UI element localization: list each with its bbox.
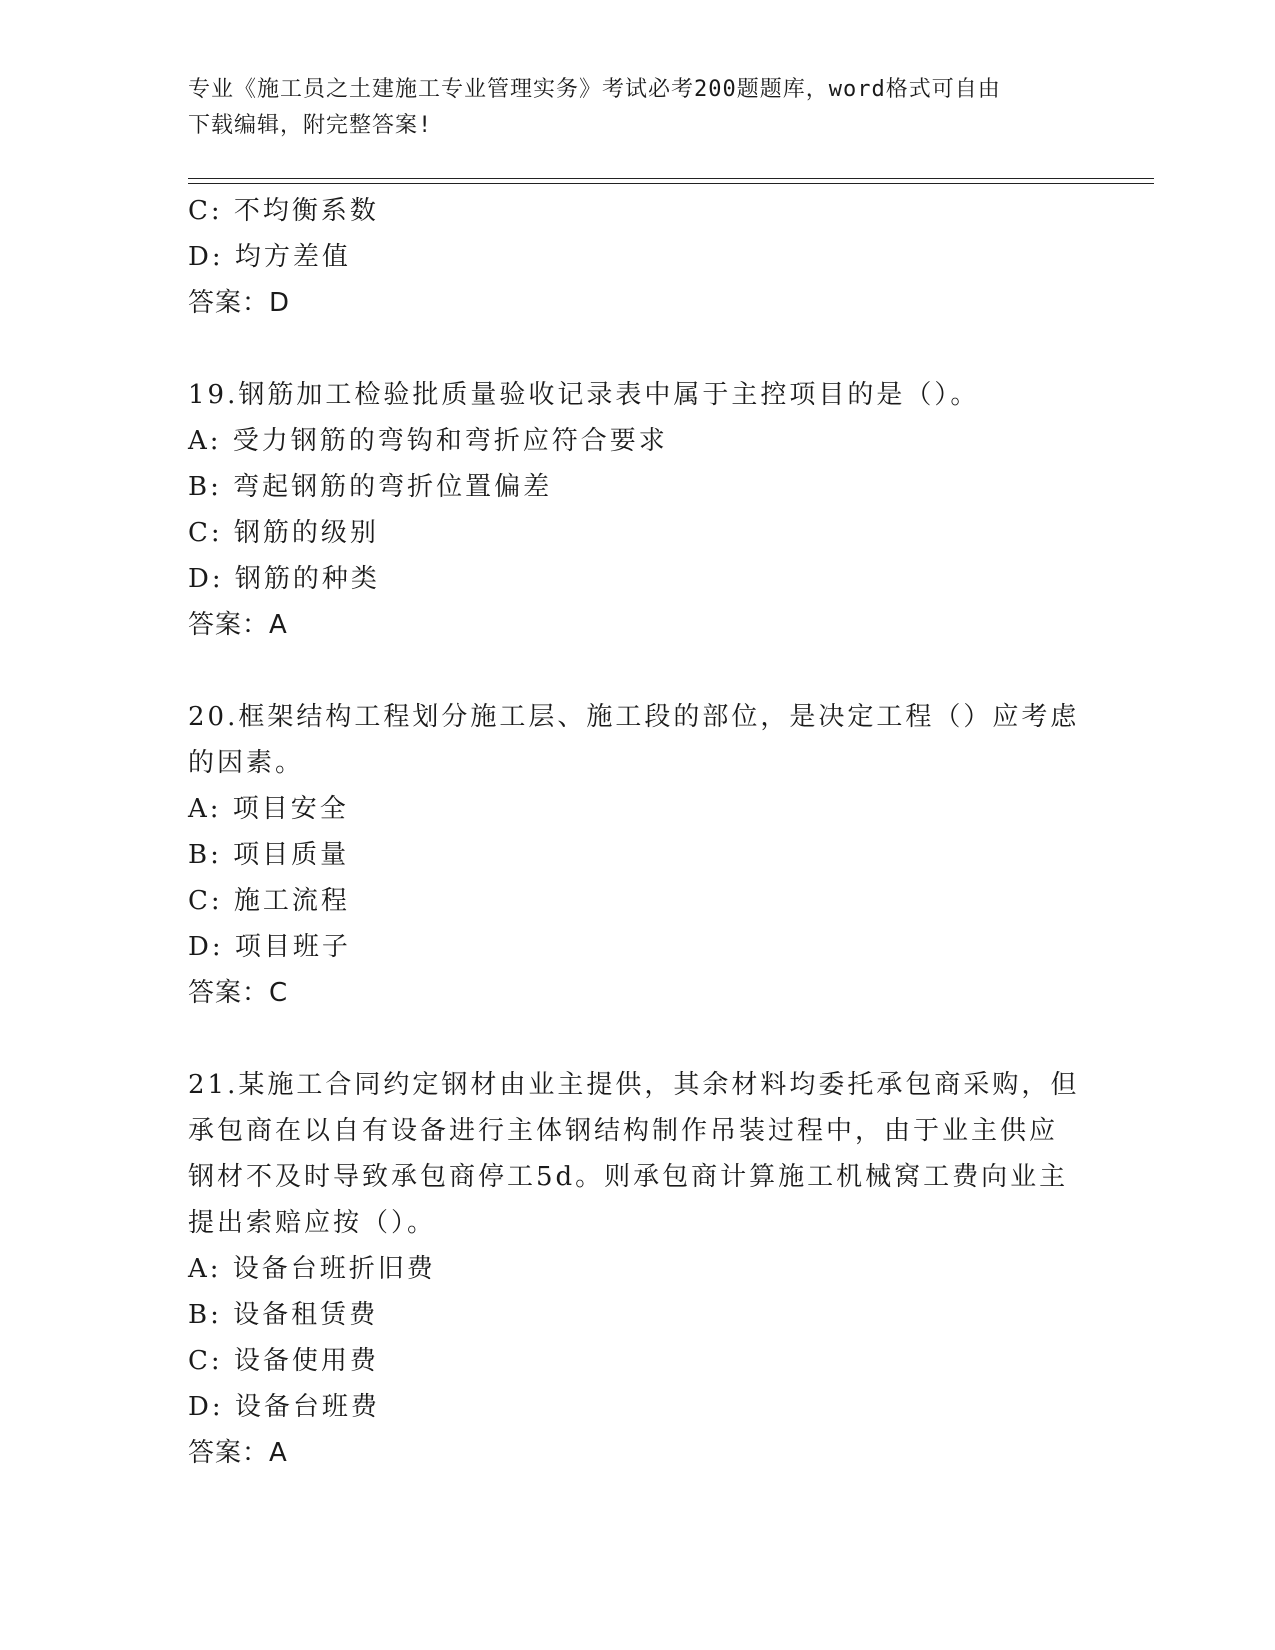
option-a: A: 项目安全 — [188, 794, 349, 824]
option-c: C: 钢筋的级别 — [188, 518, 379, 548]
question-stem-line-1: 20.框架结构工程划分施工层、施工段的部位，是决定工程（）应考虑 — [188, 702, 1080, 732]
answer-line: 答案：D — [188, 288, 291, 318]
header-line-1: 专业《施工员之土建施工专业管理实务》考试必考200题题库，word格式可自由 — [188, 77, 1001, 102]
question-block-21 — [188, 1062, 1088, 1476]
question-block-19 — [188, 372, 1088, 648]
question-stem: 19.钢筋加工检验批质量验收记录表中属于主控项目的是（）。 — [188, 380, 980, 410]
option-d: D: 项目班子 — [188, 932, 351, 962]
header-divider-bottom — [188, 183, 1154, 184]
header-divider-top — [188, 178, 1154, 179]
option-c: C: 不均衡系数 — [188, 196, 379, 226]
option-c: C: 施工流程 — [188, 886, 350, 916]
question-stem-line-2: 的因素。 — [188, 748, 305, 778]
option-a: A: 设备台班折旧费 — [188, 1254, 436, 1284]
option-d: D: 设备台班费 — [188, 1392, 380, 1422]
option-c: C: 设备使用费 — [188, 1346, 379, 1376]
answer-line: 答案：C — [188, 978, 289, 1008]
option-b: B: 项目质量 — [188, 840, 350, 870]
option-a: A: 受力钢筋的弯钩和弯折应符合要求 — [188, 426, 668, 456]
spacer — [188, 1016, 1088, 1062]
question-stem-line-1: 21.某施工合同约定钢材由业主提供，其余材料均委托承包商采购，但 — [188, 1070, 1080, 1100]
question-stem-line-4: 提出索赔应按（）。 — [188, 1208, 437, 1238]
question-stem-line-2: 承包商在以自有设备进行主体钢结构制作吊装过程中，由于业主供应 — [188, 1116, 1059, 1146]
answer-line: 答案：A — [188, 610, 288, 640]
answer-line: 答案：A — [188, 1438, 288, 1468]
question-list — [188, 188, 1088, 1476]
document-header — [188, 72, 1068, 144]
question-stem-line-3: 钢材不及时导致承包商停工5d。则承包商计算施工机械窝工费向业主 — [188, 1162, 1069, 1192]
question-block-20 — [188, 694, 1088, 1016]
header-line-2: 下载编辑，附完整答案! — [188, 113, 433, 138]
spacer — [188, 326, 1088, 372]
option-d: D: 钢筋的种类 — [188, 564, 380, 594]
question-block-prev — [188, 188, 1088, 326]
option-d: D: 均方差值 — [188, 242, 351, 272]
spacer — [188, 648, 1088, 694]
option-b: B: 弯起钢筋的弯折位置偏差 — [188, 472, 553, 502]
option-b: B: 设备租赁费 — [188, 1300, 379, 1330]
